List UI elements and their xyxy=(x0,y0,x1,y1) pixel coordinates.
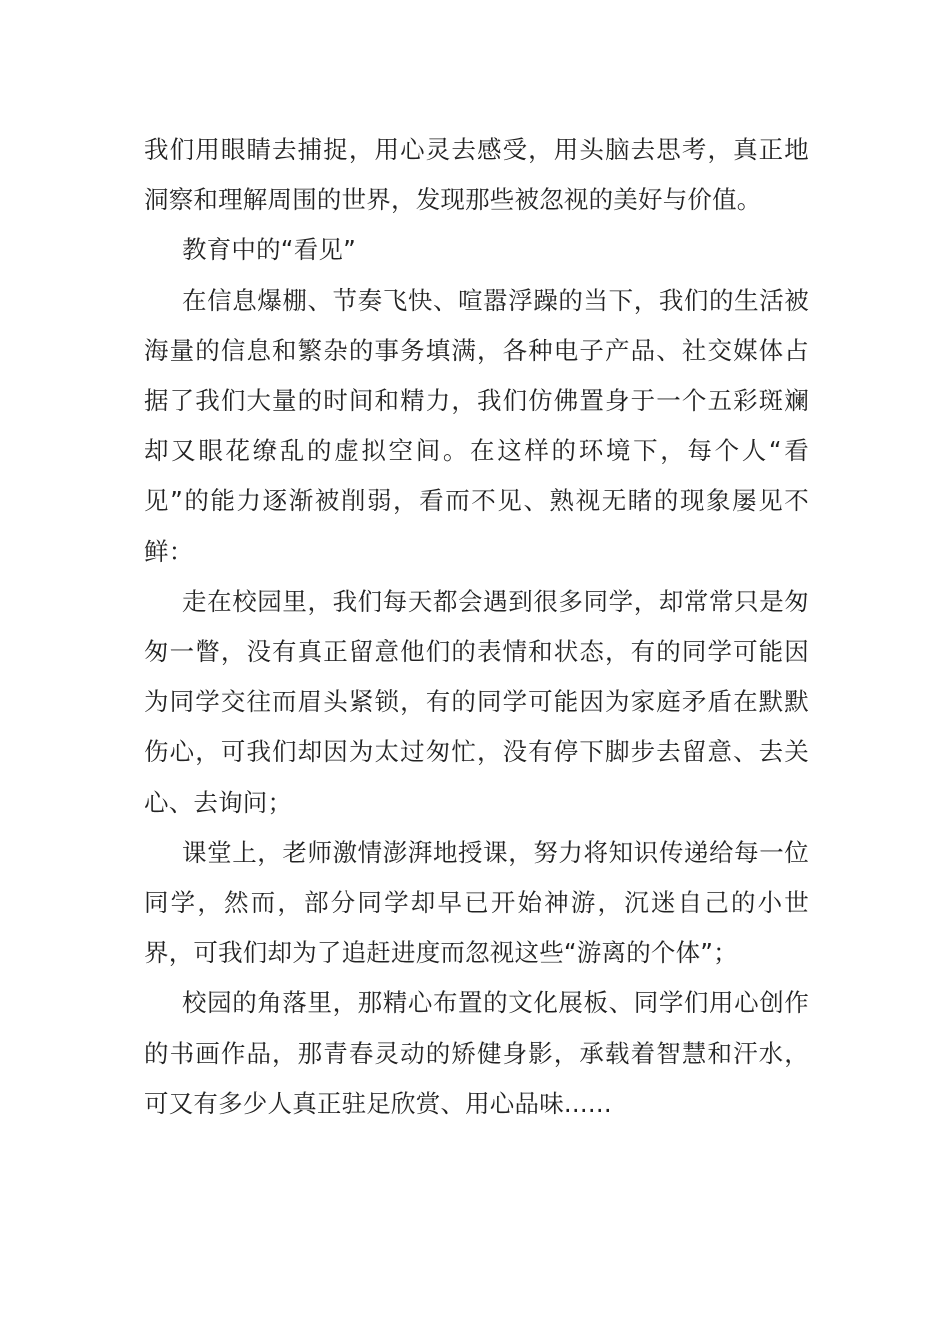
paragraph-continuation: 我们用眼睛去捕捉，用心灵去感受，用头脑去思考，真正地洞察和理解周围的世界，发现那些被忽视的美好与价值。 xyxy=(144,135,809,215)
paragraph: 在信息爆棚、节奏飞快、喧嚣浮躁的当下，我们的生活被海量的信息和繁杂的事务填满，各种电子产品、社交媒体占据了我们大量的时间和精力，我们仿佛置身于一个五彩斑斓却又眼花缭乱的虚拟空间。在这样的环境下，每个人“看见”的能力逐渐被削弱，看而不见、熟视无睹的现象屡见不鲜： xyxy=(144,285,809,566)
paragraph: 校园的角落里，那精心布置的文化展板、同学们用心创作的书画作品，那青春灵动的矫健身影，承载着智慧和汗水，可又有多少人真正驻足欣赏、用心品味...... xyxy=(144,988,809,1118)
section-heading: 教育中的“看见” xyxy=(182,235,356,265)
paragraph: 走在校园里，我们每天都会遇到很多同学，却常常只是匆匆一瞥，没有真正留意他们的表情和状态，有的同学可能因为同学交往而眉头紧锁，有的同学可能因为家庭矛盾在默默伤心，可我们却因为太过匆忙，没有停下脚步去留意、去关心、去询问； xyxy=(144,586,809,817)
paragraph: 课堂上，老师激情澎湃地授课，努力将知识传递给每一位同学，然而，部分同学却早已开始神游，沉迷自己的小世界，可我们却为了追赶进度而忽视这些“游离的个体”； xyxy=(144,837,809,968)
document-body xyxy=(144,125,809,1129)
